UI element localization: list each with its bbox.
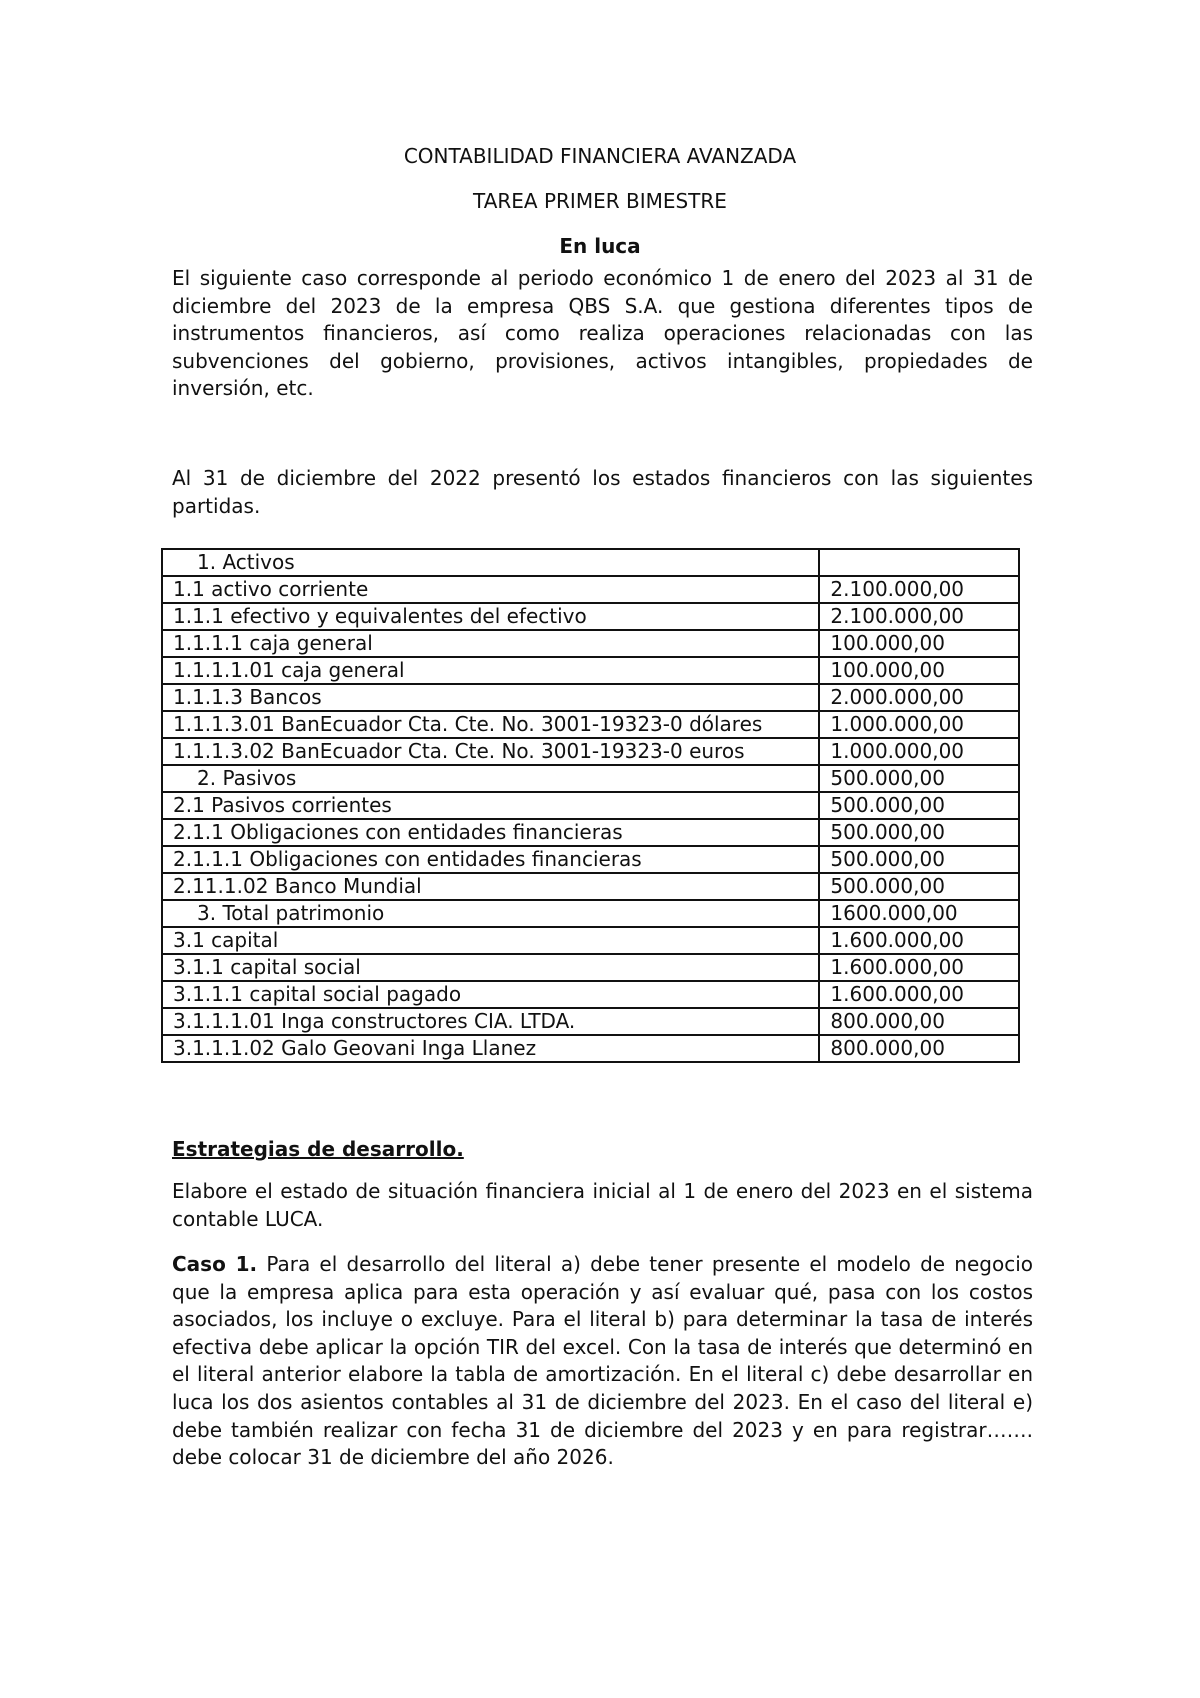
account-value: 1.000.000,00 bbox=[819, 738, 1019, 765]
table-row bbox=[162, 1035, 1019, 1062]
account-value: 2.100.000,00 bbox=[819, 603, 1019, 630]
account-value: 2.000.000,00 bbox=[819, 684, 1019, 711]
table-row bbox=[162, 630, 1019, 657]
table-row bbox=[162, 873, 1019, 900]
table-row bbox=[162, 792, 1019, 819]
account-label: 3.1.1.1 capital social pagado bbox=[162, 981, 819, 1008]
account-value: 500.000,00 bbox=[819, 792, 1019, 819]
account-label: 1.1.1.1 caja general bbox=[162, 630, 819, 657]
intro-paragraph: El siguiente caso corresponde al periodo económico 1 de enero del 2023 al 31 de diciembre del 2023 de la empresa QBS S.A. que gestiona diferentes tipos de instrumentos financieros, así como realiza operaciones relacionadas con las subvenciones del gobierno, provisiones, activos intangibles, propiedades de inversión, etc. bbox=[172, 266, 1033, 401]
account-label: 1.1.1 efectivo y equivalentes del efectivo bbox=[162, 603, 819, 630]
table-row bbox=[162, 603, 1019, 630]
table-row bbox=[162, 684, 1019, 711]
table-row bbox=[162, 549, 1019, 576]
account-label: 1.1.1.3.02 BanEcuador Cta. Cte. No. 3001-19323-0 euros bbox=[162, 738, 819, 765]
table-row bbox=[162, 711, 1019, 738]
account-label: 3. Total patrimonio bbox=[162, 900, 819, 927]
account-label: 2.11.1.02 Banco Mundial bbox=[162, 873, 819, 900]
account-value: 500.000,00 bbox=[819, 846, 1019, 873]
case-label: Caso 1. bbox=[172, 1252, 258, 1276]
strategies-paragraph: Elabore el estado de situación financiera inicial al 1 de enero del 2023 en el sistema contable LUCA. bbox=[172, 1179, 1033, 1231]
account-label: 1. Activos bbox=[162, 549, 819, 576]
table-row bbox=[162, 738, 1019, 765]
table-row bbox=[162, 954, 1019, 981]
account-value: 800.000,00 bbox=[819, 1008, 1019, 1035]
account-value: 1600.000,00 bbox=[819, 900, 1019, 927]
account-value: 800.000,00 bbox=[819, 1035, 1019, 1062]
account-label: 1.1.1.3 Bancos bbox=[162, 684, 819, 711]
account-value: 1.000.000,00 bbox=[819, 711, 1019, 738]
section-title: En luca bbox=[559, 234, 641, 258]
account-label: 3.1.1.1.01 Inga constructores CIA. LTDA. bbox=[162, 1008, 819, 1035]
balance-table bbox=[161, 548, 1020, 1063]
account-label: 3.1.1.1.02 Galo Geovani Inga Llanez bbox=[162, 1035, 819, 1062]
account-value: 500.000,00 bbox=[819, 819, 1019, 846]
account-value: 100.000,00 bbox=[819, 657, 1019, 684]
table-row bbox=[162, 819, 1019, 846]
balance-intro-paragraph: Al 31 de diciembre del 2022 presentó los estados financieros con las siguientes partidas. bbox=[172, 466, 1033, 518]
account-value: 500.000,00 bbox=[819, 765, 1019, 792]
account-value: 500.000,00 bbox=[819, 873, 1019, 900]
table-row bbox=[162, 981, 1019, 1008]
account-label: 3.1.1 capital social bbox=[162, 954, 819, 981]
account-label: 1.1 activo corriente bbox=[162, 576, 819, 603]
table-row bbox=[162, 927, 1019, 954]
account-value: 100.000,00 bbox=[819, 630, 1019, 657]
account-label: 1.1.1.3.01 BanEcuador Cta. Cte. No. 3001-19323-0 dólares bbox=[162, 711, 819, 738]
table-row bbox=[162, 657, 1019, 684]
case-paragraph bbox=[172, 1251, 1033, 1472]
table-row bbox=[162, 1008, 1019, 1035]
account-value: 1.600.000,00 bbox=[819, 954, 1019, 981]
account-label: 1.1.1.1.01 caja general bbox=[162, 657, 819, 684]
table-row bbox=[162, 765, 1019, 792]
account-label: 3.1 capital bbox=[162, 927, 819, 954]
table-row bbox=[162, 846, 1019, 873]
table-row bbox=[162, 576, 1019, 603]
account-label: 2.1.1 Obligaciones con entidades financieras bbox=[162, 819, 819, 846]
document-subtitle: TAREA PRIMER BIMESTRE bbox=[473, 189, 727, 213]
account-value: 1.600.000,00 bbox=[819, 927, 1019, 954]
account-value bbox=[819, 549, 1019, 576]
account-value: 2.100.000,00 bbox=[819, 576, 1019, 603]
table-row bbox=[162, 900, 1019, 927]
strategies-heading: Estrategias de desarrollo. bbox=[172, 1137, 464, 1161]
account-label: 2.1 Pasivos corrientes bbox=[162, 792, 819, 819]
account-value: 1.600.000,00 bbox=[819, 981, 1019, 1008]
account-label: 2. Pasivos bbox=[162, 765, 819, 792]
document-title: CONTABILIDAD FINANCIERA AVANZADA bbox=[403, 144, 797, 168]
account-label: 2.1.1.1 Obligaciones con entidades financieras bbox=[162, 846, 819, 873]
case-text: Para el desarrollo del literal a) debe tener presente el modelo de negocio que la empresa aplica para esta operación y así evaluar qué, pasa con los costos asociados, los incluye o excluye. Para el literal b) para determinar la tasa de interés efectiva debe aplicar la opción TIR del excel. Con la tasa de interés que determinó en el literal anterior elabore la tabla de amortización. En el literal c) debe desarrollar en luca los dos asientos contables al 31 de diciembre del 2023. En el caso del literal e) debe también realizar con fecha 31 de diciembre del 2023 y en para registrar……. debe colocar 31 de diciembre del año 2026. bbox=[172, 1252, 1034, 1470]
